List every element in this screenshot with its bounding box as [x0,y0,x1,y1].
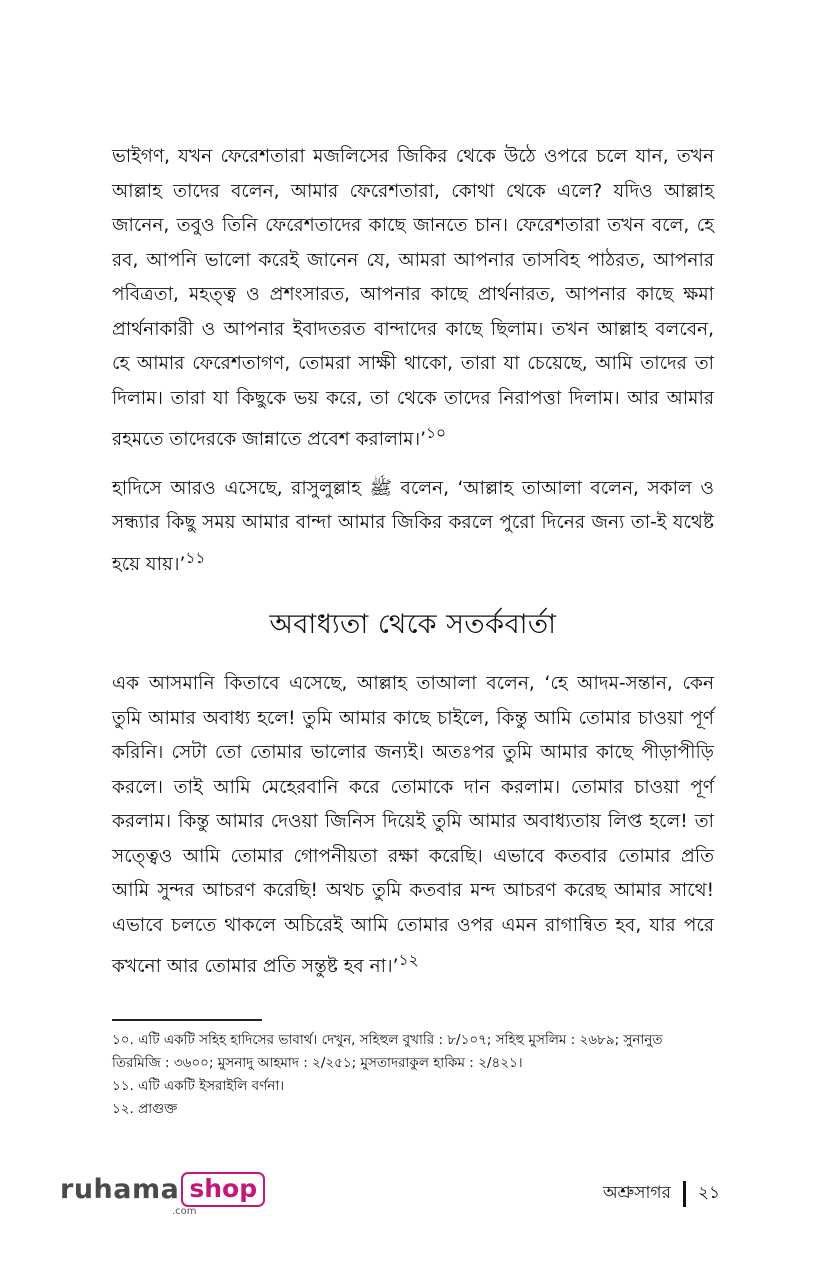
footnote-divider [112,1019,262,1021]
footnote-ref-12[interactable]: ১২ [398,951,419,970]
footnote-10: ১০. এটি একটি সহিহ হাদিসের ভাবার্থ। দেখুন, সহিহুল বুখারি : ৮/১০৭; সহিহু মুসলিম : ২৬৮৯; সুনানুত তিরমিজি : ৩৬০০; মুসনাদু আহমাদ : ২/২৫১; মুসতাদরাকুল হাকিম : ২/৪২১। [112,1031,663,1071]
paragraph-2-text: হাদিসে আরও এসেছে, রাসুলুল্লাহ ﷺ বলেন, ‘আল্লাহ তাআলা বলেন, সকাল ও সন্ধ্যার কিছু সময় আমার বান্দা আমার জিকির করলে পুরো দিনের জন্য তা-ই যথেষ্ট হয়ে যায়।’ [112,477,714,575]
footnote-11: ১১. এটি একটি ইসরাইলি বর্ণনা। [112,1077,285,1094]
paragraph-3 [112,667,714,985]
logo-domain: .com [172,1206,197,1217]
footnote-ref-11[interactable]: ১১ [185,548,206,567]
section-heading: অবাধ্যতা থেকে সতর্কবার্তা [269,609,557,641]
page-footer [60,1172,720,1222]
page-number: ২১ [697,1183,720,1203]
paragraph-3-text: এক আসমানি কিতাবে এসেছে, আল্লাহ তাআলা বলেন, ‘হে আদম-সন্তান, কেন তুমি আমার অবাধ্য হলে! তুমি আমার কাছে চাইলে, কিন্তু আমি তোমার চাওয়া পূর্ণ করিনি। সেটা তো তোমার ভালোর জন্যই। অতঃপর তুমি আমার কাছে পীড়াপীড়ি করলে। তাই আমি মেহেরবানি করে তোমাকে দান করলাম। তোমার চাওয়া পূর্ণ করলাম। কিন্তু আমার দেওয়া জিনিস দিয়েই তুমি আমার অবাধ্যতায় লিপ্ত হলে! তা সত্ত্বেও আমি তোমার গোপনীয়তা রক্ষা করেছি। এভাবে কতবার তোমার প্রতি আমি সুন্দর আচরণ করেছি! অথচ তুমি কতবার মন্দ আচরণ করেছ আমার সাথে! এভাবে চলতে থাকলে অচিরেই আমি তোমার ওপর এমন রাগান্বিত হব, যার পরে কখনো আর তোমার প্রতি সন্তুষ্ট হব না।’ [112,673,714,978]
logo-text: ruhama [60,1174,180,1205]
paragraph-1-text: ভাইগণ, যখন ফেরেশতারা মজলিসের জিকির থেকে উঠে ওপরে চলে যান, তখন আল্লাহ তাদের বলেন, আমার ফেরেশতারা, কোথা থেকে এলে? যদিও আল্লাহ জানেন, তবুও তিনি ফেরেশতাদের কাছে জানতে চান। ফেরেশতারা তখন বলে, হে রব, আপনি ভালো করেই জানেন যে, আমরা আপনার তাসবিহ পাঠরত, আপনার পবিত্রতা, মহত্ত্ব ও প্রশংসারত, আপনার কাছে প্রার্থনারত, আপনার কাছে ক্ষমা প্রার্থনাকারী ও আপনার ইবাদতরত বান্দাদের কাছে ছিলাম। তখন আল্লাহ বলবেন, হে আমার ফেরেশতাগণ, তোমরা সাক্ষী থাকো, তারা যা চেয়েছে, আমি তাদের তা দিলাম। তারা যা কিছুকে ভয় করে, তা থেকে তাদের নিরাপত্তা দিলাম। আর আমার রহমতে তাদেরকে জান্নাতে প্রবেশ করালাম।’ [112,146,714,451]
paragraph-1 [112,140,714,458]
footnote-ref-10[interactable]: ১০ [426,424,447,442]
ruhamashop-logo [60,1172,265,1217]
paragraph-2 [112,472,714,583]
folio-divider [683,1181,686,1207]
running-title: অশ্রুসাগর [602,1183,671,1203]
footnote-12: ১২. প্রাগুক্ত [112,1100,178,1117]
folio [603,1180,720,1208]
logo-shop-badge: shop [181,1172,265,1207]
page-body [112,140,714,1121]
